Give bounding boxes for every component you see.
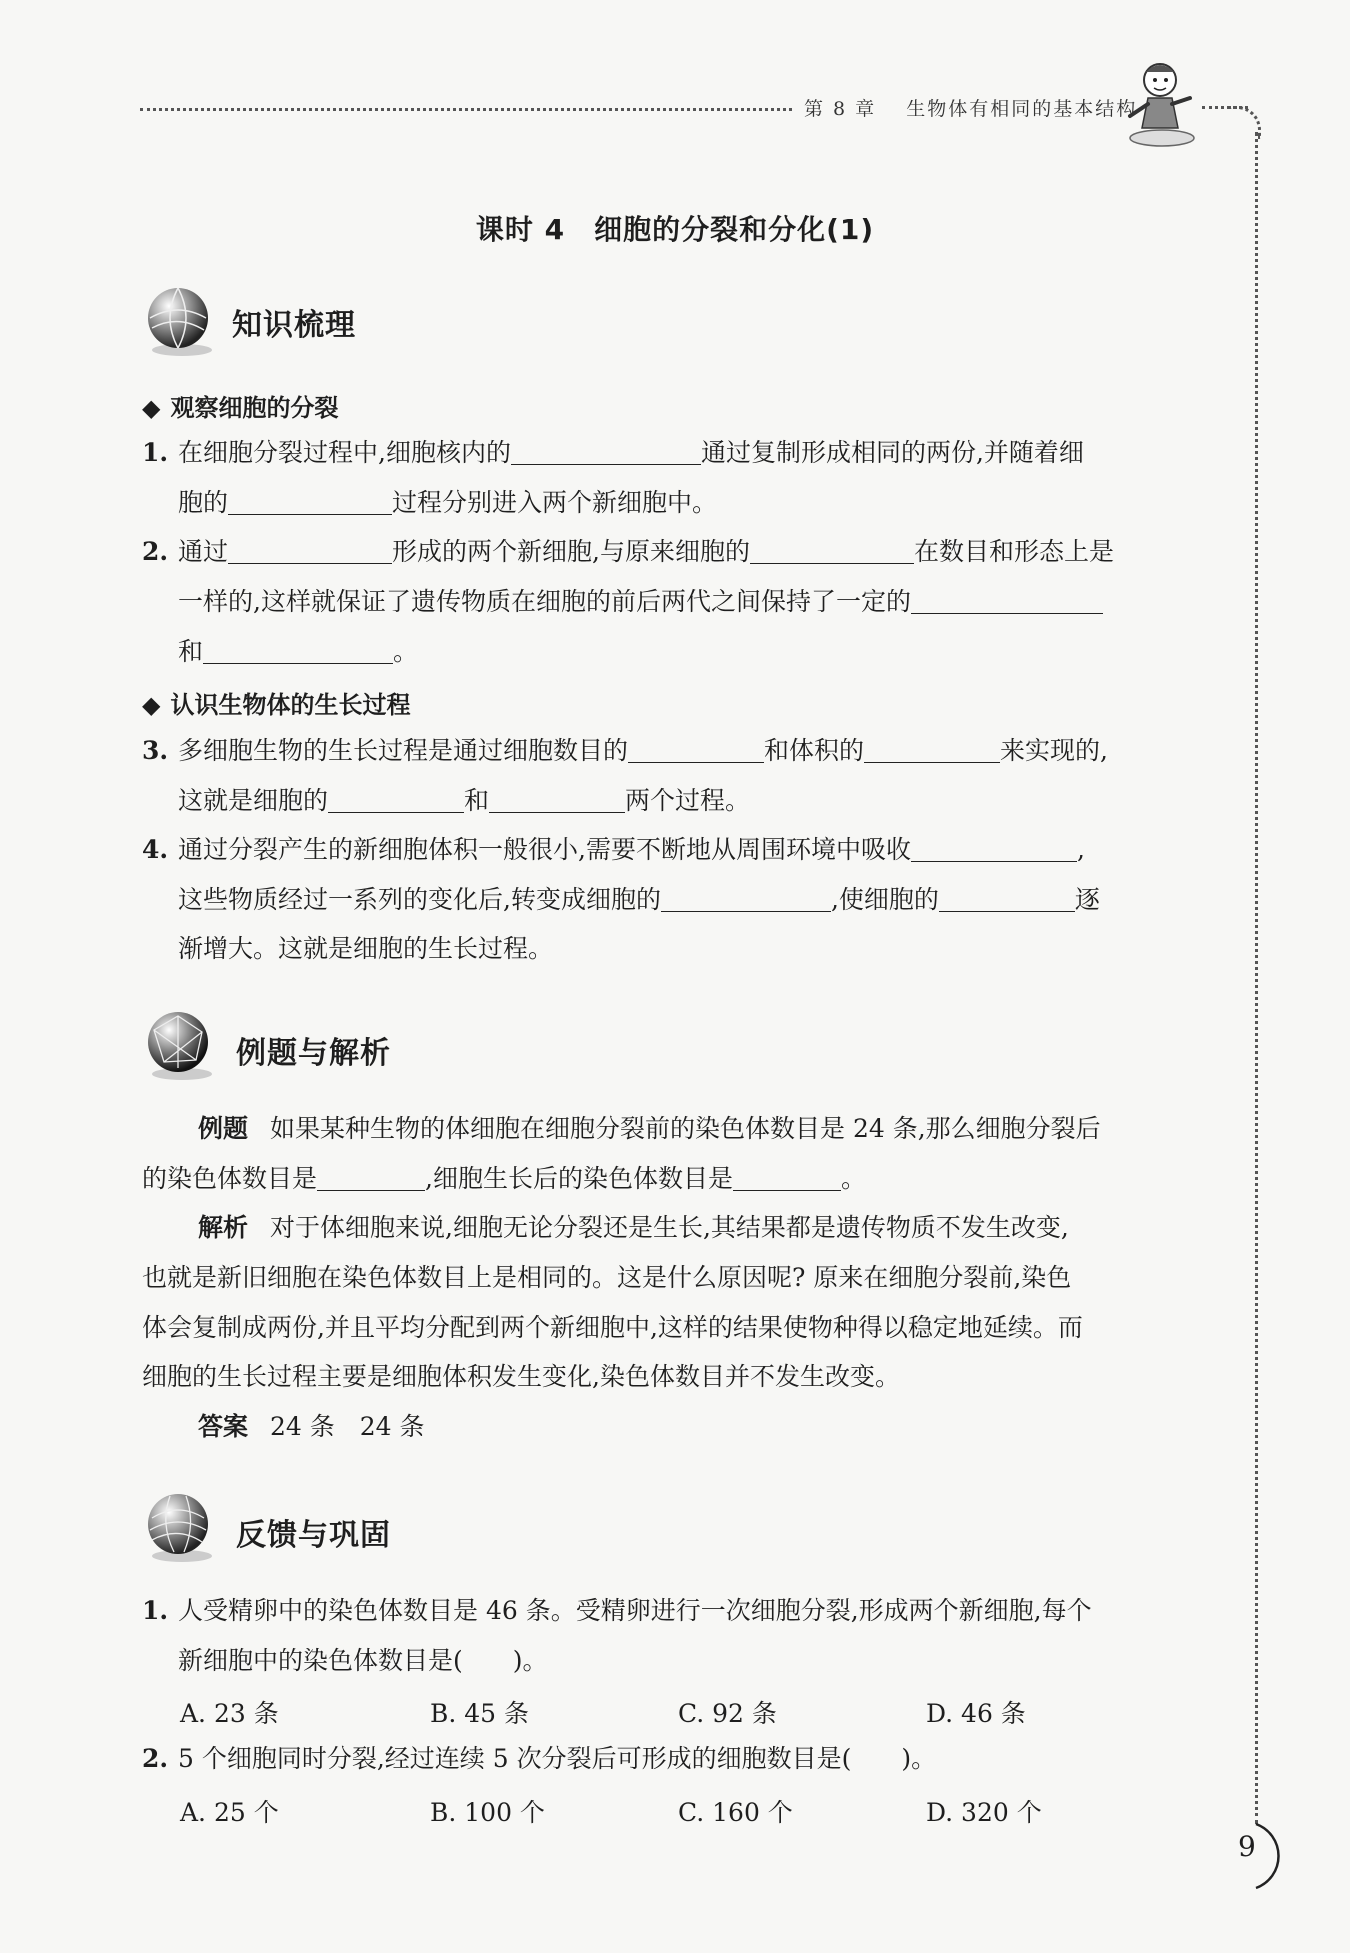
knowledge-q4-line3: 渐增大。这就是细胞的生长过程。 bbox=[178, 934, 554, 963]
knowledge-q3-line1: 3. 多细胞生物的生长过程是通过细胞数目的 和体积的 来实现的, bbox=[142, 736, 1108, 765]
example-line2: 的染色体数目是 ,细胞生长后的染色体数目是 。 bbox=[142, 1164, 866, 1193]
globe-icon bbox=[140, 1488, 220, 1568]
answer-blank[interactable] bbox=[661, 887, 831, 912]
knowledge-q4-line1: 4. 通过分裂产生的新细胞体积一般很小,需要不断地从周围环境中吸收 , bbox=[142, 835, 1085, 864]
page-number-badge bbox=[1212, 1818, 1288, 1894]
answer-blank[interactable] bbox=[228, 490, 392, 515]
answer-blank[interactable] bbox=[733, 1166, 841, 1191]
feedback-q2-option-a[interactable]: A. 25 个 bbox=[180, 1798, 279, 1827]
feedback-q1-option-c[interactable]: C. 92 条 bbox=[678, 1699, 777, 1728]
answer-label: 答案 bbox=[198, 1412, 249, 1441]
knowledge-q1-line1: 1. 在细胞分裂过程中,细胞核内的 通过复制形成相同的两份,并随着细 bbox=[142, 438, 1084, 467]
feedback-q2-option-d[interactable]: D. 320 个 bbox=[926, 1798, 1042, 1827]
feedback-q1-option-a[interactable]: A. 23 条 bbox=[180, 1699, 279, 1728]
analysis-label: 解析 bbox=[198, 1213, 249, 1242]
analysis-line4: 细胞的生长过程主要是细胞体积发生变化,染色体数目并不发生改变。 bbox=[142, 1362, 900, 1391]
answer-blank[interactable] bbox=[750, 539, 914, 564]
answer-blank[interactable] bbox=[317, 1166, 425, 1191]
answer-blank[interactable] bbox=[511, 440, 701, 465]
answer-blank[interactable] bbox=[328, 788, 464, 813]
lesson-title: 课时 4 细胞的分裂和分化(1) bbox=[475, 213, 875, 246]
knowledge-q3-line2: 这就是细胞的 和 两个过程。 bbox=[178, 786, 751, 815]
feedback-q2-option-c[interactable]: C. 160 个 bbox=[678, 1798, 793, 1827]
section-example-title: 例题与解析 bbox=[236, 1036, 391, 1071]
running-header bbox=[804, 94, 1137, 121]
answer-line bbox=[198, 1411, 425, 1443]
feedback-q1-option-b[interactable]: B. 45 条 bbox=[430, 1699, 530, 1728]
knowledge-q4-line2: 这些物质经过一系列的变化后,转变成细胞的 ,使细胞的 逐 bbox=[178, 885, 1100, 914]
subhead-observe-division: ◆ 观察细胞的分裂 bbox=[142, 394, 339, 422]
answer-blank[interactable] bbox=[864, 738, 1000, 763]
analysis-line2: 也就是新旧细胞在染色体数目上是相同的。这是什么原因呢? 原来在细胞分裂前,染色 bbox=[142, 1263, 1072, 1292]
chapter-number: 第 8 章 bbox=[804, 98, 877, 120]
answer-blank[interactable] bbox=[628, 738, 764, 763]
section-knowledge-title: 知识梳理 bbox=[232, 308, 356, 343]
knowledge-q1-line2: 胞的 过程分别进入两个新细胞中。 bbox=[178, 488, 718, 517]
answer-blank[interactable] bbox=[939, 887, 1075, 912]
feedback-q1-option-d[interactable]: D. 46 条 bbox=[926, 1699, 1026, 1728]
globe-icon bbox=[140, 282, 220, 362]
feedback-q2-option-b[interactable]: B. 100 个 bbox=[430, 1798, 545, 1827]
mascot-icon bbox=[1122, 58, 1198, 150]
answer-blank[interactable] bbox=[911, 837, 1077, 862]
globe-icon bbox=[140, 1006, 220, 1086]
analysis-line3: 体会复制成两份,并且平均分配到两个新细胞中,这样的结果使物种得以稳定地延续。而 bbox=[142, 1313, 1083, 1342]
answer-blank[interactable] bbox=[228, 539, 392, 564]
answer-blank[interactable] bbox=[203, 639, 393, 664]
knowledge-q2-line2: 一样的,这样就保证了遗传物质在细胞的前后两代之间保持了一定的 bbox=[178, 586, 1103, 618]
feedback-q1-line1: 1. 人受精卵中的染色体数目是 46 条。受精卵进行一次细胞分裂,形成两个新细胞,每个 bbox=[142, 1596, 1092, 1625]
subhead-growth-process: ◆ 认识生物体的生长过程 bbox=[142, 691, 411, 719]
right-dotted-border bbox=[1255, 132, 1258, 1824]
answer-value: 24 条 24 条 bbox=[270, 1412, 425, 1441]
feedback-q1-line2: 新细胞中的染色体数目是( )。 bbox=[178, 1646, 548, 1675]
page-number: 9 bbox=[1238, 1830, 1256, 1863]
answer-blank[interactable] bbox=[489, 788, 625, 813]
header-dotted-rule bbox=[140, 108, 792, 111]
knowledge-q2-line3: 和 。 bbox=[178, 637, 419, 666]
feedback-q2-line1: 2. 5 个细胞同时分裂,经过连续 5 次分裂后可形成的细胞数目是( )。 bbox=[142, 1744, 937, 1773]
answer-blank[interactable] bbox=[911, 589, 1103, 614]
example-line1: 例题 如果某种生物的体细胞在细胞分裂前的染色体数目是 24 条,那么细胞分裂后 bbox=[198, 1114, 1101, 1143]
example-label: 例题 bbox=[198, 1114, 249, 1143]
chapter-title: 生物体有相同的基本结构 bbox=[906, 98, 1138, 120]
diamond-bullet-icon: ◆ bbox=[142, 691, 161, 719]
section-feedback-title: 反馈与巩固 bbox=[236, 1518, 391, 1553]
analysis-line1: 解析 对于体细胞来说,细胞无论分裂还是生长,其结果都是遗传物质不发生改变, bbox=[198, 1213, 1069, 1242]
knowledge-q2-line1: 2. 通过 形成的两个新细胞,与原来细胞的 在数目和形态上是 bbox=[142, 537, 1114, 566]
diamond-bullet-icon: ◆ bbox=[142, 394, 161, 422]
